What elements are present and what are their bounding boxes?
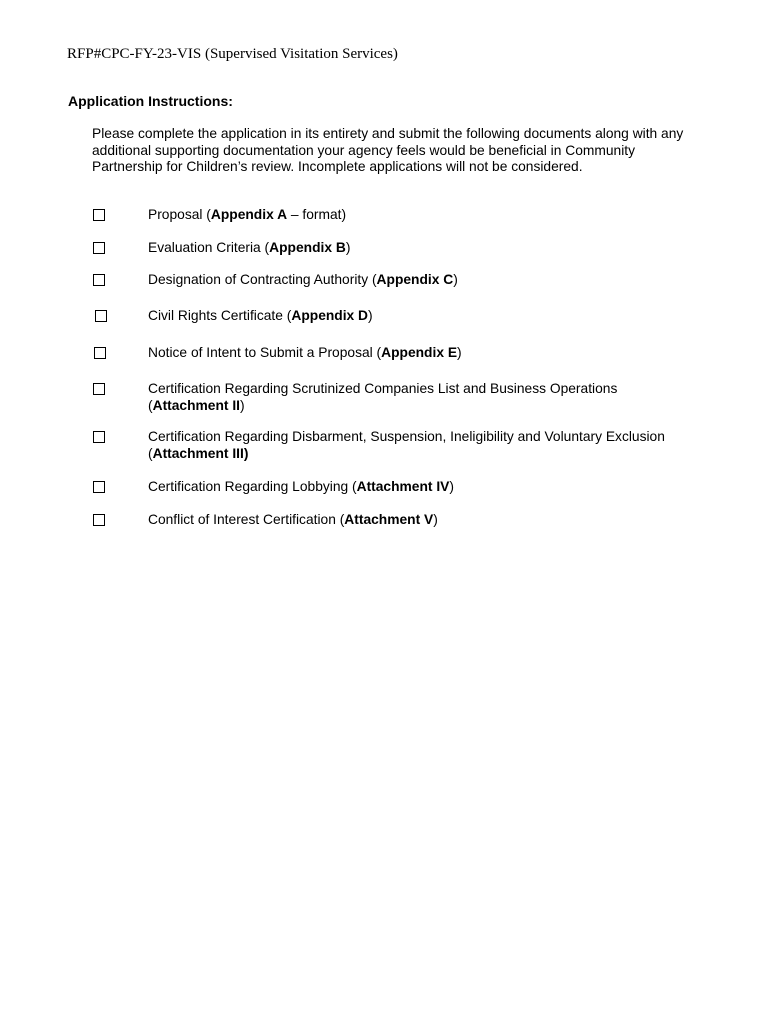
checklist-item-label: Conflict of Interest Certification (Attachment V) bbox=[148, 512, 438, 527]
checklist-item-label: Certification Regarding Lobbying (Attachment IV) bbox=[148, 479, 454, 494]
checkbox[interactable] bbox=[93, 383, 105, 395]
document-header: RFP#CPC-FY-23-VIS (Supervised Visitation Services) bbox=[67, 46, 398, 62]
checklist-item bbox=[0, 209, 770, 229]
checklist-item bbox=[0, 514, 770, 534]
checkbox[interactable] bbox=[93, 209, 105, 221]
checklist-item bbox=[0, 381, 770, 413]
checklist-item bbox=[0, 310, 770, 330]
checkbox[interactable] bbox=[93, 514, 105, 526]
checkbox[interactable] bbox=[93, 274, 105, 286]
checkbox[interactable] bbox=[95, 310, 107, 322]
section-heading: Application Instructions: bbox=[68, 93, 233, 109]
intro-paragraph: Please complete the application in its entirety and submit the following documents along with any additional supporting documentation your agency feels would be beneficial in Community Partnership for Children’s review. Incomplete applications will not be considered. bbox=[92, 126, 684, 174]
checklist-item bbox=[0, 347, 770, 367]
checkbox[interactable] bbox=[94, 347, 106, 359]
checklist-item-label: Proposal (Appendix A – format) bbox=[148, 207, 347, 222]
checklist-item bbox=[0, 274, 770, 294]
checklist-item-label: Notice of Intent to Submit a Proposal (Appendix E) bbox=[148, 345, 462, 360]
checkbox[interactable] bbox=[93, 242, 105, 254]
checkbox[interactable] bbox=[93, 481, 105, 493]
checklist-item-label: Certification Regarding Scrutinized Companies List and Business Operations (Attachment II) bbox=[148, 381, 618, 413]
checklist-item bbox=[0, 481, 770, 501]
checklist-item-label: Civil Rights Certificate (Appendix D) bbox=[148, 308, 373, 323]
checklist-item-label: Certification Regarding Disbarment, Suspension, Ineligibility and Voluntary Exclusion (Attachment III) bbox=[148, 429, 665, 461]
checkbox[interactable] bbox=[93, 431, 105, 443]
checklist-item-label: Designation of Contracting Authority (Appendix C) bbox=[148, 272, 458, 287]
checklist-item bbox=[0, 242, 770, 262]
checklist-item-label: Evaluation Criteria (Appendix B) bbox=[148, 240, 351, 255]
checklist-item bbox=[0, 429, 770, 461]
